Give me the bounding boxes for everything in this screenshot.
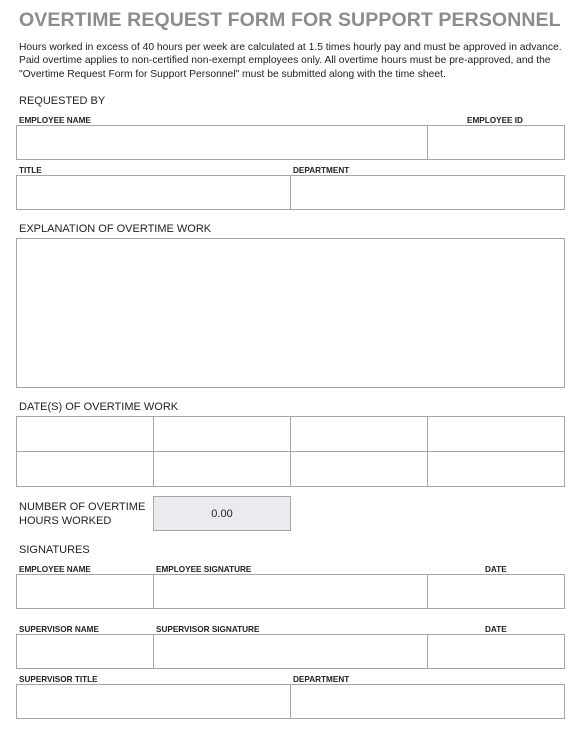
form-title: OVERTIME REQUEST FORM FOR SUPPORT PERSONNEL bbox=[19, 9, 561, 31]
employee-date-label: DATE bbox=[485, 565, 507, 574]
date-cell[interactable] bbox=[153, 416, 291, 452]
signatures-heading: SIGNATURES bbox=[19, 544, 90, 556]
supervisor-name-label: SUPERVISOR NAME bbox=[19, 625, 99, 634]
employee-id-field[interactable] bbox=[427, 125, 565, 160]
overtime-hours-label-line1: NUMBER OF OVERTIME bbox=[19, 501, 146, 513]
employee-signature-label: EMPLOYEE SIGNATURE bbox=[156, 565, 252, 574]
requested-by-heading: REQUESTED BY bbox=[19, 95, 106, 107]
department-field[interactable] bbox=[290, 175, 565, 210]
overtime-hours-label-line2: HOURS WORKED bbox=[19, 515, 112, 527]
supervisor-date-field[interactable] bbox=[427, 634, 565, 669]
date-cell[interactable] bbox=[16, 451, 154, 487]
sig-department-field[interactable] bbox=[290, 684, 565, 719]
supervisor-signature-field[interactable] bbox=[153, 634, 428, 669]
dates-heading: DATE(S) OF OVERTIME WORK bbox=[19, 401, 179, 413]
supervisor-date-label: DATE bbox=[485, 625, 507, 634]
supervisor-title-field[interactable] bbox=[16, 684, 291, 719]
explanation-heading: EXPLANATION OF OVERTIME WORK bbox=[19, 223, 212, 235]
employee-date-field[interactable] bbox=[427, 574, 565, 609]
explanation-field[interactable] bbox=[16, 238, 565, 388]
date-cell[interactable] bbox=[290, 451, 428, 487]
employee-id-label: EMPLOYEE ID bbox=[467, 116, 523, 125]
date-cell[interactable] bbox=[153, 451, 291, 487]
date-cell[interactable] bbox=[16, 416, 154, 452]
overtime-hours-value: 0.00 bbox=[153, 496, 291, 531]
title-field[interactable] bbox=[16, 175, 291, 210]
supervisor-signature-label: SUPERVISOR SIGNATURE bbox=[156, 625, 260, 634]
date-cell[interactable] bbox=[290, 416, 428, 452]
form-instructions: Hours worked in excess of 40 hours per week are calculated at 1.5 times hourly pay and must be approved in advance. Paid overtime applies to non-certified non-exempt employees only. All overtime hours must be pre-approved, and the "Overtime Request Form for Support Personnel" must be submitted along with the time sheet. bbox=[19, 42, 562, 80]
employee-name-field[interactable] bbox=[16, 125, 428, 160]
employee-name-label: EMPLOYEE NAME bbox=[19, 116, 91, 125]
employee-signature-field[interactable] bbox=[153, 574, 428, 609]
department-label: DEPARTMENT bbox=[293, 166, 350, 175]
supervisor-name-field[interactable] bbox=[16, 634, 154, 669]
sig-employee-name-field[interactable] bbox=[16, 574, 154, 609]
supervisor-title-label: SUPERVISOR TITLE bbox=[19, 675, 98, 684]
overtime-hours-label bbox=[19, 500, 145, 528]
date-cell[interactable] bbox=[427, 416, 565, 452]
sig-department-label: DEPARTMENT bbox=[293, 675, 350, 684]
sig-employee-name-label: EMPLOYEE NAME bbox=[19, 565, 91, 574]
title-label: TITLE bbox=[19, 166, 42, 175]
date-cell[interactable] bbox=[427, 451, 565, 487]
